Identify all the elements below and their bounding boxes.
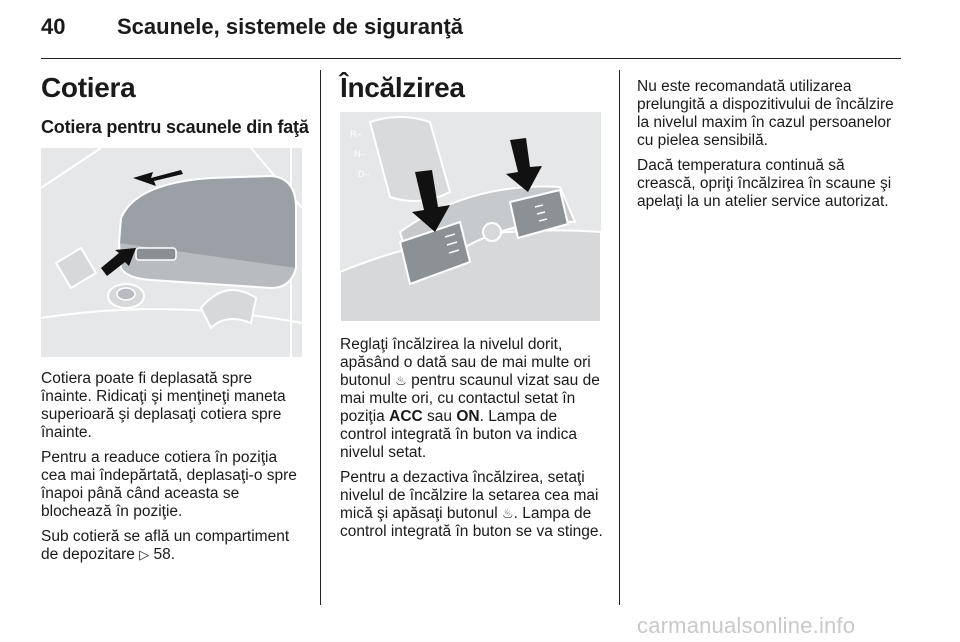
heating-description bbox=[340, 336, 605, 548]
seat-heating-icon: ♨ bbox=[501, 506, 514, 521]
acc-position-label: ACC bbox=[389, 408, 423, 425]
heating-paragraph: Dacă temperatura continuă să crească, opriţi încălzirea în scaune şi apelaţi la un atelier service autorizat. bbox=[637, 157, 892, 210]
paragraph-text: . Lampa de control integrată în buton va indica nivelul setat. bbox=[340, 408, 577, 461]
armrest-description bbox=[41, 370, 306, 571]
subsection-heading-front-armrest: Cotiera pentru scaunele din faţă bbox=[41, 117, 309, 137]
heating-paragraph: Nu este recomandată utilizarea prelungită a dispozitivului de încălzire la nivelul maxim în cazul persoanelor cu pielea sensibilă. bbox=[637, 78, 894, 149]
armrest-paragraph: Cotiera poate fi deplasată spre înainte. Ridicaţi şi menţineţi maneta superioară şi deplasaţi cotiera spre înainte. bbox=[41, 370, 286, 441]
chapter-title: Scaunele, sistemele de siguranţă bbox=[117, 14, 464, 39]
column-divider bbox=[320, 70, 321, 605]
heating-notes bbox=[637, 78, 905, 218]
heating-paragraph bbox=[340, 469, 605, 541]
watermark: carmanualsonline.info bbox=[637, 613, 856, 638]
paragraph-text: . Lampa de control integrată în buton se va stinge. bbox=[340, 505, 603, 540]
svg-text:R–: R– bbox=[350, 129, 362, 139]
paragraph-text: sau bbox=[422, 408, 457, 425]
armrest-paragraph: Pentru a readuce cotiera în poziţia cea mai îndepărtată, deplasaţi-o spre înapoi până când aceasta se blochează în poziţie. bbox=[41, 449, 297, 520]
column-divider bbox=[619, 70, 620, 605]
seat-heating-icon: ♨ bbox=[395, 373, 407, 388]
page-number: 40 bbox=[41, 14, 66, 39]
paragraph-text: pentru scaunul vizat sau de mai multe ori, cu contactul setat în poziţia bbox=[340, 372, 600, 425]
svg-text:N–: N– bbox=[354, 149, 366, 159]
page-reference-icon: ▷ bbox=[139, 547, 150, 562]
armrest-paragraph bbox=[41, 528, 306, 564]
heating-paragraph bbox=[340, 336, 605, 462]
paragraph-text: Pentru a dezactiva încălzirea, setaţi nivelul de încălzire la setarea cea mai mică şi apăsaţi butonul bbox=[340, 469, 599, 522]
paragraph-text: Sub cotieră se află un compartiment de depozitare bbox=[41, 528, 290, 563]
svg-text:D–: D– bbox=[358, 169, 370, 179]
section-heading-armrest: Cotiera bbox=[41, 72, 136, 103]
paragraph-text: Reglaţi încălzirea la nivelul dorit, apăsând o dată sau de mai multe ori butonul bbox=[340, 336, 591, 389]
seat-heating-buttons-illustration bbox=[340, 112, 601, 322]
section-heading-heating: Încălzirea bbox=[340, 72, 465, 103]
paragraph-text: 58. bbox=[149, 546, 176, 563]
header-divider bbox=[41, 58, 901, 59]
on-position-label: ON bbox=[456, 408, 480, 425]
armrest-illustration bbox=[41, 148, 302, 357]
